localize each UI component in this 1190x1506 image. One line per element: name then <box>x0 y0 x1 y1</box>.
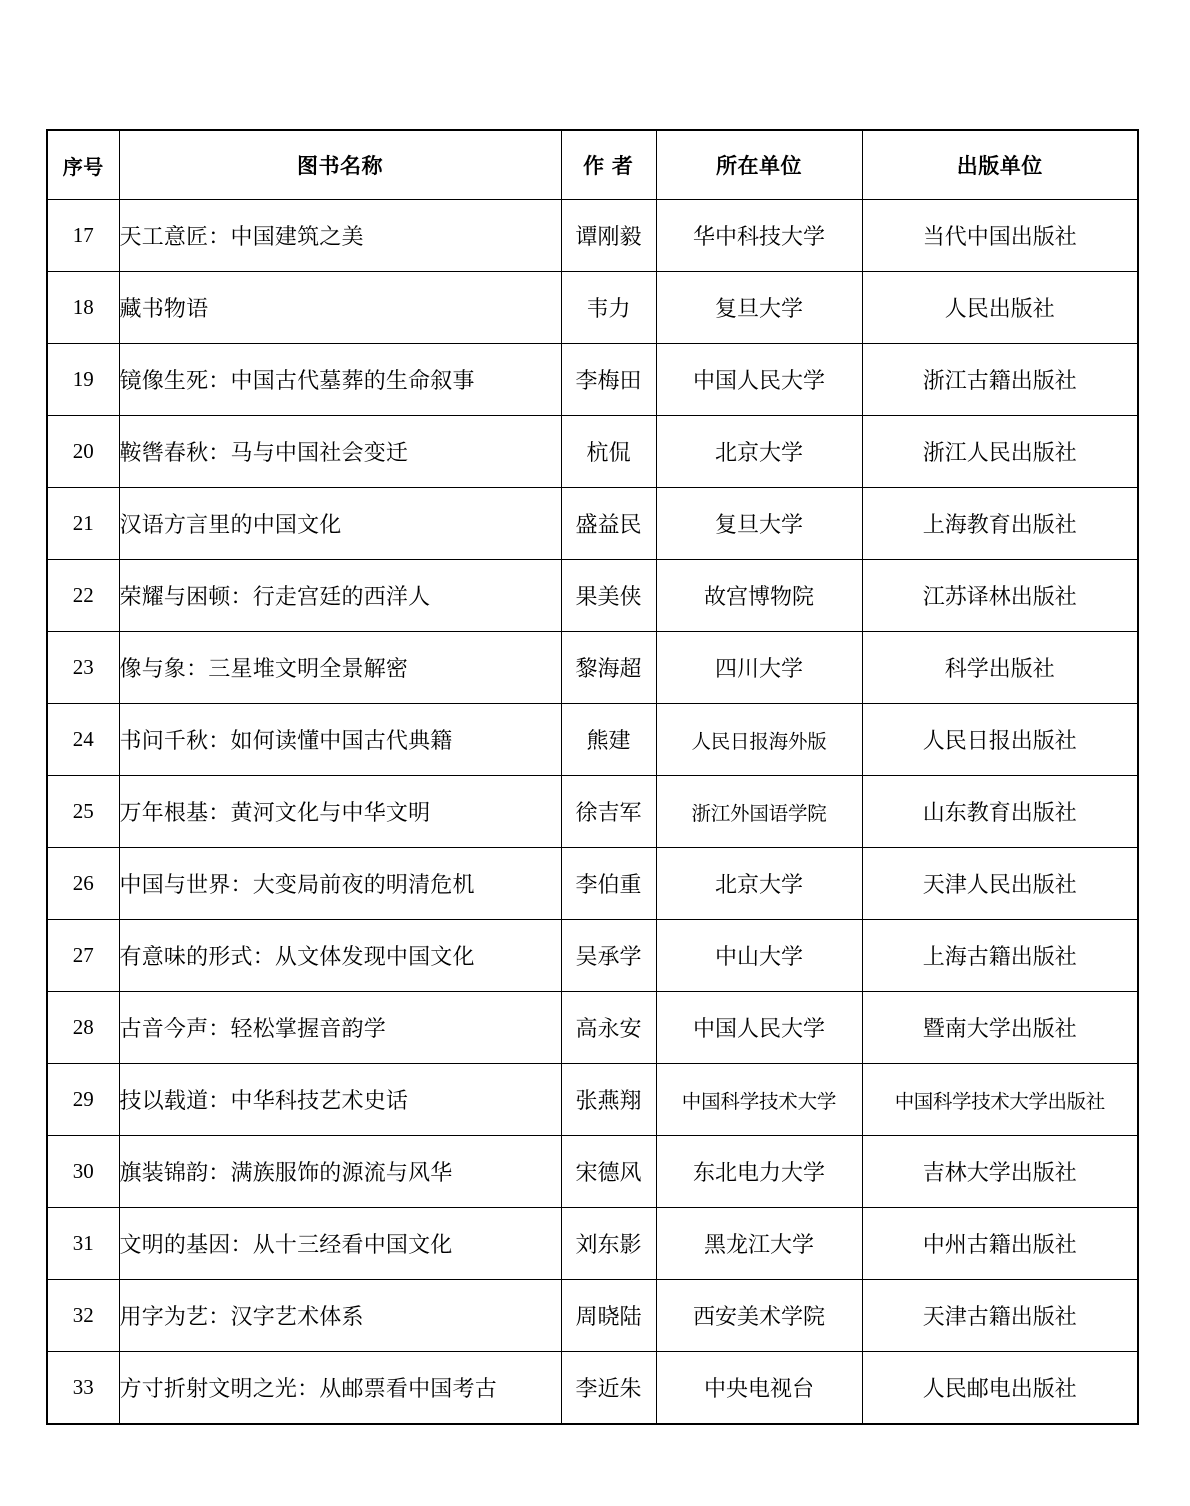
table-row <box>47 1136 1138 1208</box>
cell-author: 刘东影 <box>561 1208 656 1280</box>
cell-publisher: 人民出版社 <box>862 272 1138 344</box>
book-list-table-container <box>46 129 1137 1425</box>
cell-affiliation: 中山大学 <box>656 920 862 992</box>
cell-serial-number: 33 <box>47 1352 119 1425</box>
cell-book-title: 万年根基：黄河文化与中华文明 <box>119 776 561 848</box>
cell-publisher: 人民日报出版社 <box>862 704 1138 776</box>
cell-author: 韦力 <box>561 272 656 344</box>
table-row <box>47 1208 1138 1280</box>
cell-author: 果美侠 <box>561 560 656 632</box>
table-header <box>47 130 1138 200</box>
cell-serial-number: 24 <box>47 704 119 776</box>
cell-book-title: 技以载道：中华科技艺术史话 <box>119 1064 561 1136</box>
cell-author: 周晓陆 <box>561 1280 656 1352</box>
table-row <box>47 1352 1138 1425</box>
column-header-publisher: 出版单位 <box>862 130 1138 200</box>
cell-affiliation: 四川大学 <box>656 632 862 704</box>
cell-publisher: 天津人民出版社 <box>862 848 1138 920</box>
cell-affiliation: 浙江外国语学院 <box>656 776 862 848</box>
table-row <box>47 704 1138 776</box>
cell-author: 李梅田 <box>561 344 656 416</box>
cell-affiliation: 复旦大学 <box>656 272 862 344</box>
cell-serial-number: 18 <box>47 272 119 344</box>
cell-affiliation: 中国人民大学 <box>656 344 862 416</box>
column-header-serial-number: 序号 <box>47 130 119 200</box>
cell-affiliation: 北京大学 <box>656 848 862 920</box>
cell-book-title: 中国与世界：大变局前夜的明清危机 <box>119 848 561 920</box>
cell-serial-number: 26 <box>47 848 119 920</box>
cell-publisher: 中州古籍出版社 <box>862 1208 1138 1280</box>
cell-book-title: 天工意匠：中国建筑之美 <box>119 200 561 272</box>
cell-affiliation: 华中科技大学 <box>656 200 862 272</box>
cell-book-title: 文明的基因：从十三经看中国文化 <box>119 1208 561 1280</box>
cell-author: 吴承学 <box>561 920 656 992</box>
cell-book-title: 镜像生死：中国古代墓葬的生命叙事 <box>119 344 561 416</box>
cell-serial-number: 30 <box>47 1136 119 1208</box>
cell-book-title: 藏书物语 <box>119 272 561 344</box>
cell-affiliation: 复旦大学 <box>656 488 862 560</box>
cell-affiliation: 西安美术学院 <box>656 1280 862 1352</box>
table-row <box>47 560 1138 632</box>
cell-author: 宋德风 <box>561 1136 656 1208</box>
cell-author: 谭刚毅 <box>561 200 656 272</box>
cell-author: 盛益民 <box>561 488 656 560</box>
column-header-author: 作 者 <box>561 130 656 200</box>
cell-publisher: 江苏译林出版社 <box>862 560 1138 632</box>
cell-publisher: 人民邮电出版社 <box>862 1352 1138 1425</box>
cell-affiliation: 中央电视台 <box>656 1352 862 1425</box>
table-row <box>47 920 1138 992</box>
table-row <box>47 272 1138 344</box>
cell-affiliation: 黑龙江大学 <box>656 1208 862 1280</box>
cell-affiliation: 东北电力大学 <box>656 1136 862 1208</box>
cell-affiliation: 中国科学技术大学 <box>656 1064 862 1136</box>
table-row <box>47 776 1138 848</box>
cell-publisher: 中国科学技术大学出版社 <box>862 1064 1138 1136</box>
table-row <box>47 416 1138 488</box>
cell-serial-number: 19 <box>47 344 119 416</box>
cell-serial-number: 29 <box>47 1064 119 1136</box>
cell-book-title: 古音今声：轻松掌握音韵学 <box>119 992 561 1064</box>
cell-affiliation: 北京大学 <box>656 416 862 488</box>
cell-publisher: 当代中国出版社 <box>862 200 1138 272</box>
table-header-row <box>47 130 1138 200</box>
cell-serial-number: 28 <box>47 992 119 1064</box>
table-body <box>47 200 1138 1425</box>
table-row <box>47 344 1138 416</box>
cell-affiliation: 故宫博物院 <box>656 560 862 632</box>
cell-book-title: 旗装锦韵：满族服饰的源流与风华 <box>119 1136 561 1208</box>
cell-publisher: 浙江古籍出版社 <box>862 344 1138 416</box>
cell-publisher: 上海教育出版社 <box>862 488 1138 560</box>
cell-serial-number: 21 <box>47 488 119 560</box>
cell-serial-number: 22 <box>47 560 119 632</box>
table-row <box>47 848 1138 920</box>
cell-publisher: 天津古籍出版社 <box>862 1280 1138 1352</box>
cell-publisher: 吉林大学出版社 <box>862 1136 1138 1208</box>
cell-publisher: 科学出版社 <box>862 632 1138 704</box>
table-row <box>47 488 1138 560</box>
cell-author: 张燕翔 <box>561 1064 656 1136</box>
cell-author: 高永安 <box>561 992 656 1064</box>
cell-publisher: 上海古籍出版社 <box>862 920 1138 992</box>
cell-serial-number: 32 <box>47 1280 119 1352</box>
table-row <box>47 1280 1138 1352</box>
table-row <box>47 1064 1138 1136</box>
cell-affiliation: 中国人民大学 <box>656 992 862 1064</box>
table-row <box>47 200 1138 272</box>
cell-book-title: 汉语方言里的中国文化 <box>119 488 561 560</box>
cell-publisher: 暨南大学出版社 <box>862 992 1138 1064</box>
cell-book-title: 像与象：三星堆文明全景解密 <box>119 632 561 704</box>
cell-serial-number: 23 <box>47 632 119 704</box>
cell-author: 李近朱 <box>561 1352 656 1425</box>
column-header-book-title: 图书名称 <box>119 130 561 200</box>
cell-publisher: 山东教育出版社 <box>862 776 1138 848</box>
cell-book-title: 鞍辔春秋：马与中国社会变迁 <box>119 416 561 488</box>
cell-author: 李伯重 <box>561 848 656 920</box>
cell-serial-number: 25 <box>47 776 119 848</box>
cell-book-title: 有意味的形式：从文体发现中国文化 <box>119 920 561 992</box>
cell-book-title: 用字为艺：汉字艺术体系 <box>119 1280 561 1352</box>
cell-serial-number: 31 <box>47 1208 119 1280</box>
cell-serial-number: 20 <box>47 416 119 488</box>
cell-author: 黎海超 <box>561 632 656 704</box>
cell-affiliation: 人民日报海外版 <box>656 704 862 776</box>
column-header-affiliation: 所在单位 <box>656 130 862 200</box>
cell-author: 熊建 <box>561 704 656 776</box>
cell-serial-number: 17 <box>47 200 119 272</box>
cell-author: 杭侃 <box>561 416 656 488</box>
cell-book-title: 方寸折射文明之光：从邮票看中国考古 <box>119 1352 561 1425</box>
table-row <box>47 992 1138 1064</box>
cell-book-title: 荣耀与困顿：行走宫廷的西洋人 <box>119 560 561 632</box>
cell-book-title: 书问千秋：如何读懂中国古代典籍 <box>119 704 561 776</box>
cell-author: 徐吉军 <box>561 776 656 848</box>
table-row <box>47 632 1138 704</box>
cell-serial-number: 27 <box>47 920 119 992</box>
book-list-table <box>46 129 1139 1425</box>
cell-publisher: 浙江人民出版社 <box>862 416 1138 488</box>
